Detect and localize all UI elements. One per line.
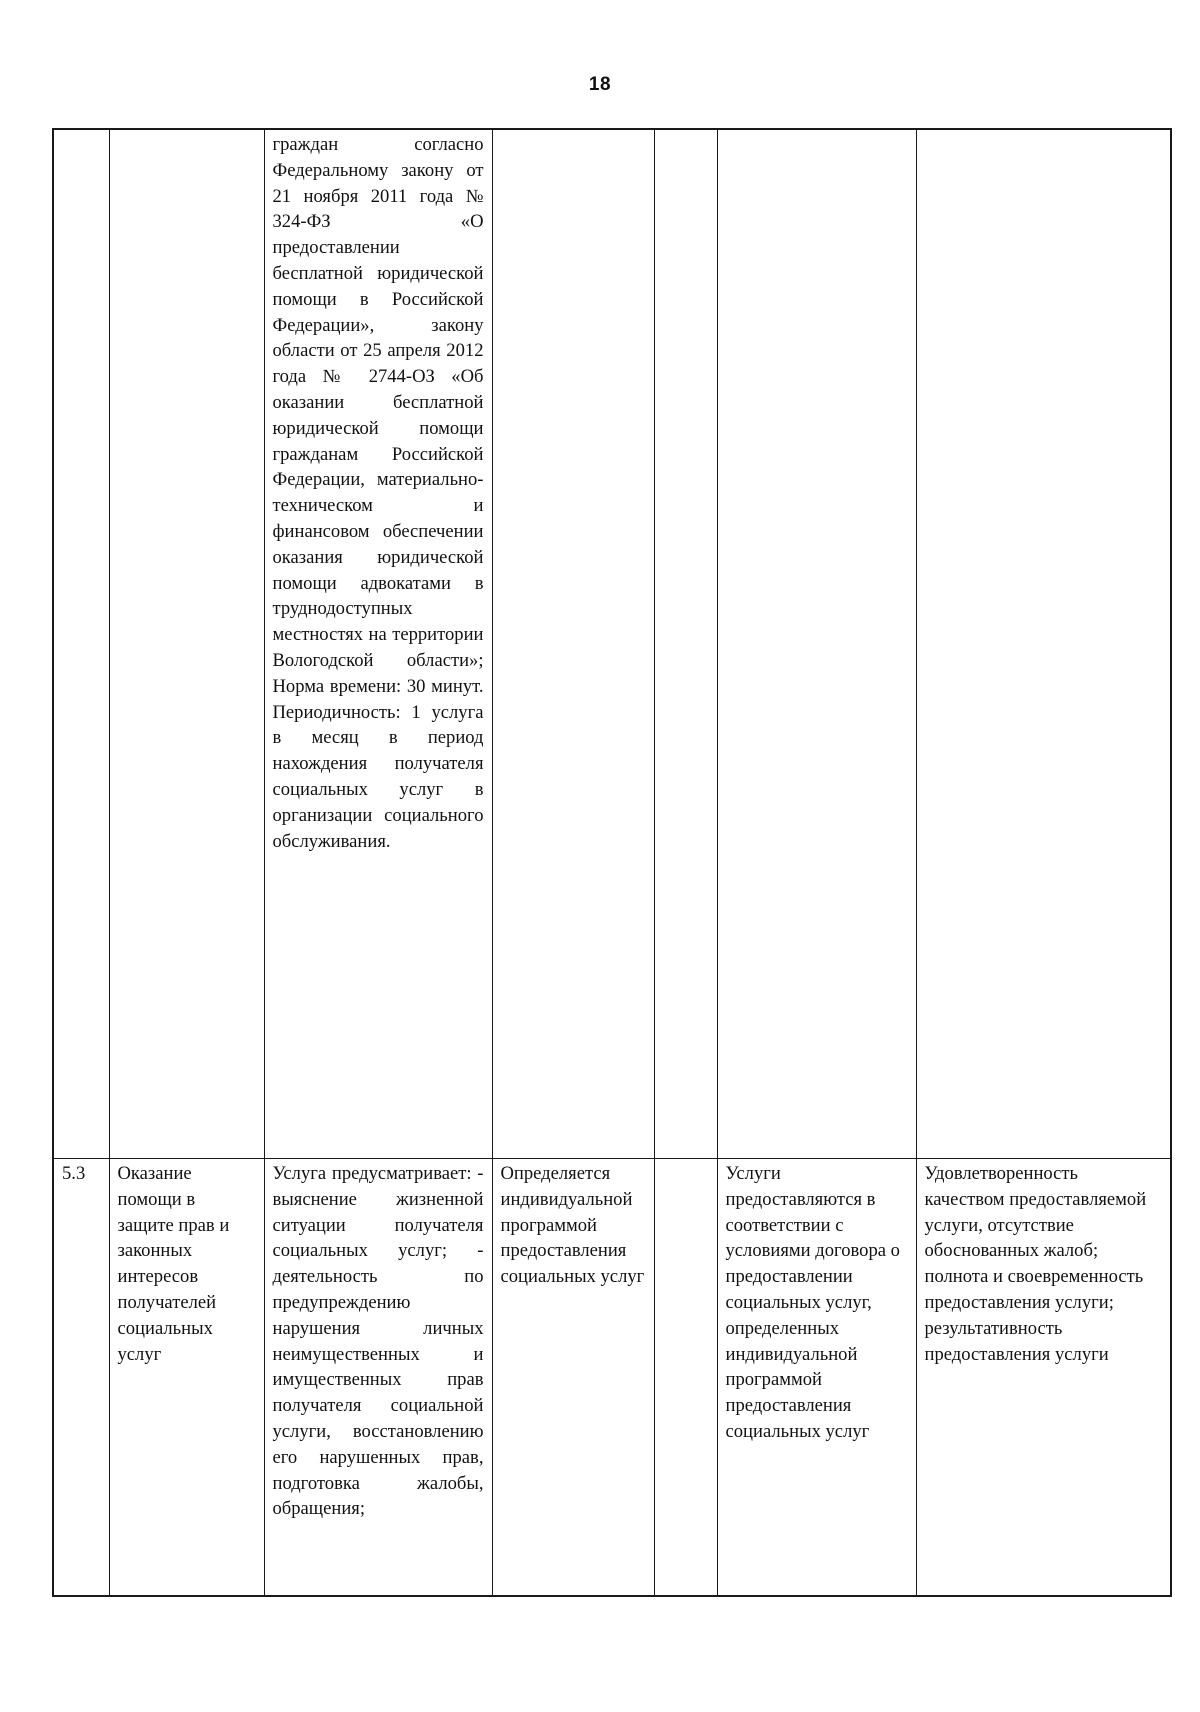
services-table	[52, 128, 1172, 1597]
cell-tariff-empty	[654, 1159, 717, 1597]
table-row-5-3	[53, 1159, 1171, 1597]
cell-service-name: Оказание помощи в защите прав и законных интересов получателей социальных услуг	[109, 1159, 264, 1597]
cell-description: Услуга предусматривает: - выяснение жизненной ситуации получателя социальных услуг; - деятельность по предупреждению нарушения личных неимущественных и имущественных прав получателя социальной услуги, восстановлению его нарушенных прав, подготовка жалобы, обращения;	[264, 1159, 492, 1597]
cell-indicators: Удовлетворенность качеством предоставляемой услуги, отсутствие обоснованных жалоб; полнота и своевременность предоставления услуги; результативность предоставления услуги	[916, 1159, 1171, 1597]
cell-deadline-empty	[492, 129, 654, 1159]
cell-number: 5.3	[53, 1159, 109, 1597]
cell-tariff-empty	[654, 129, 717, 1159]
page-number: 18	[588, 74, 612, 95]
cell-conditions: Услуги предоставляются в соответствии с условиями договора о предоставлении социальных услуг, определенных индивидуальной программой предоставления социальных услуг	[717, 1159, 916, 1597]
cell-service-name-empty	[109, 129, 264, 1159]
cell-number-empty	[53, 129, 109, 1159]
table-row-continuation	[53, 129, 1171, 1159]
cell-deadline: Определяется индивидуальной программой предоставления социальных услуг	[492, 1159, 654, 1597]
cell-conditions-empty	[717, 129, 916, 1159]
cell-indicators-empty	[916, 129, 1171, 1159]
cell-description-continuation: граждан согласно Федеральному закону от 21 ноября 2011 года № 324-ФЗ «О предоставлении бесплатной юридической помощи в Российской Федерации», закону области от 25 апреля 2012 года № 2744-ОЗ «Об оказании бесплатной юридической помощи гражданам Российской Федерации, материально-техническом и финансовом обеспечении оказания юридической помощи адвокатами в труднодоступных местностях на территории Вологодской области»; Норма времени: 30 минут. Периодичность: 1 услуга в месяц в период нахождения получателя социальных услуг в организации социального обслуживания.	[264, 129, 492, 1159]
